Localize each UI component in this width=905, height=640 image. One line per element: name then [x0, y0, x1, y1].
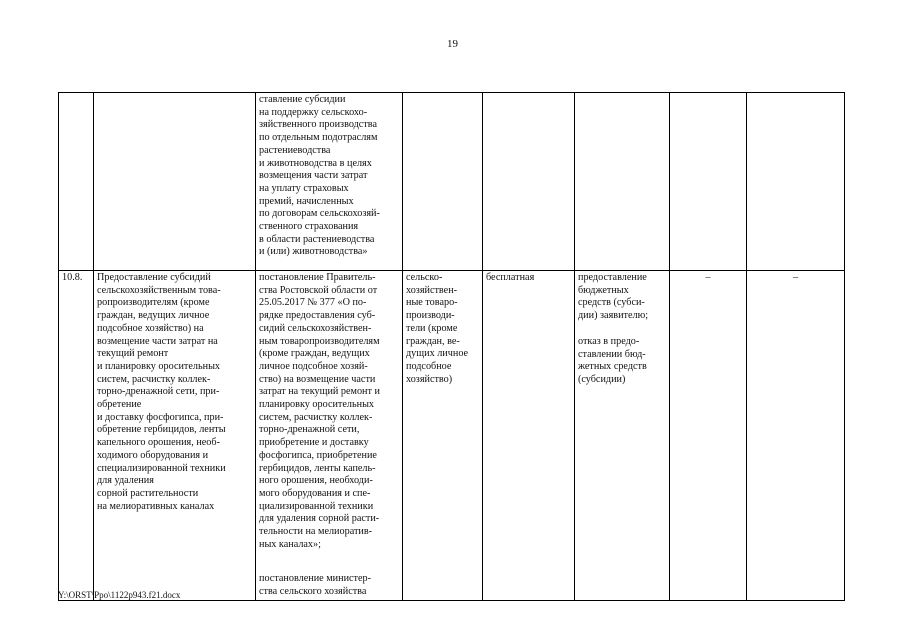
cell-legal-basis: постановление Правитель- ства Ростовской области от 25.05.2017 № 377 «О по- рядке предоставления суб- сидий сельскохозяйствен- ным товаропроизводителям (кроме граждан, ведущих личное подсобное хозяй- ство) на возмещение части затрат на текущий ремонт и планировку оросительных систем, расчистку коллек- торно-дренажной сети, приобретение и доставку фосфогипса, приобретение гербицидов, ленты капель- ного орошения, необходи- мого оборудования и спе- циализированной техники для удаления сорной расти- тельности на мелиоратив- ных каналах»; постановление министер- ства сельского хозяйства — [256, 271, 403, 601]
cell-col7: – — [670, 271, 747, 601]
page-number: 19 — [447, 38, 458, 50]
services-table — [58, 92, 845, 601]
cell-col8: – — [747, 271, 845, 601]
cell-legal-basis-continued: постановление министер- ства сельского хозяйства — [259, 573, 372, 598]
cell-number — [59, 93, 94, 271]
cell-col8 — [747, 93, 845, 271]
cell-cost — [483, 93, 575, 271]
cell-cost: бесплатная — [483, 271, 575, 601]
cell-service — [94, 93, 256, 271]
cell-recipients — [403, 93, 483, 271]
cell-result — [575, 93, 670, 271]
cell-result-refusal: отказ в предо- ставлении бюд- жетных средств (субсидии) — [578, 335, 647, 385]
table-row — [59, 93, 845, 271]
cell-number: 10.8. — [59, 271, 94, 601]
cell-col7 — [670, 93, 747, 271]
cell-legal-basis: ставление субсидии на поддержку сельскохо- зяйственного производства по отдельным подотраслям растениеводства и животноводства в целях возмещения части затрат на уплату страховых премий, начисленных по договорам сельскохозяй- ственного страхования в области растениеводства и (или) животноводства» — [256, 93, 403, 271]
table-row — [59, 271, 845, 601]
cell-result: предоставление бюджетных средств (субси- дии) заявителю; отказ в предо- ставлении бюд- жетных средств (субсидии) — [575, 271, 670, 601]
cell-service: Предоставление субсидий сельскохозяйственным това- ропроизводителям (кроме граждан, ведущих личное подсобное хозяйство) на возмещение части затрат на текущий ремонт и планировку оросительных систем, расчистку коллек- торно-дренажной сети, при- обретение и доставку фосфогипса, при- обретение гербицидов, ленты капельного орошения, необ- ходимого оборудования и специализированной техники для удаления сорной растительности на мелиоративных каналах — [94, 271, 256, 601]
footer-file-path: Y:\ORST\Ppo\1122p943.f21.docx — [58, 590, 181, 600]
cell-recipients: сельско- хозяйствен- ные товаро- производи- тели (кроме граждан, ве- дущих личное подсобное хозяйство) — [403, 271, 483, 601]
